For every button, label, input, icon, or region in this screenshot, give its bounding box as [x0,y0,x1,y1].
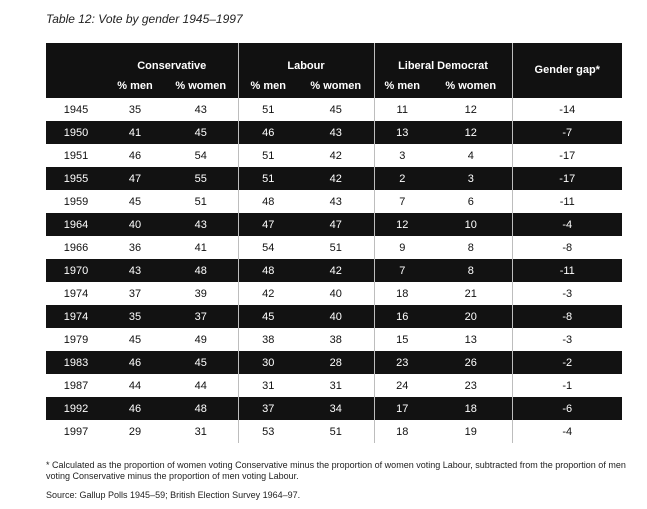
year-cell: 1983 [63,356,89,369]
conservative-men-header: % men [117,80,153,92]
libdem-men-cell: 7 [374,259,430,282]
labour-men-cell: 38 [238,328,298,351]
year-cell: 1950 [63,126,89,139]
vote-by-gender-table [46,43,622,443]
gender-gap-cell: -11 [512,259,622,282]
conservative-men-cell: 37 [128,287,142,300]
table-body [46,98,622,443]
conservative-men-cell: 35 [128,103,142,116]
libdem-men-cell: 16 [374,305,430,328]
table-row [46,236,622,259]
labour-women-cell: 34 [329,402,342,415]
conservative-men-cell: 46 [128,402,142,415]
labour-women-cell: 38 [329,333,342,346]
conservative-women-cell: 41 [194,241,207,254]
gender-gap-cell: -4 [512,420,622,443]
labour-header: Labour [238,43,374,74]
gender-gap-cell: -17 [512,144,622,167]
libdem-women-cell: 26 [464,356,477,369]
year-cell: 1945 [63,103,89,116]
year-cell: 1970 [63,264,89,277]
conservative-women-cell: 48 [194,402,207,415]
liberal-democrat-header: Liberal Democrat [374,43,512,74]
libdem-women-header: % women [445,80,497,92]
year-cell: 1955 [63,172,89,185]
year-header [46,43,106,74]
year-cell: 1951 [63,149,89,162]
labour-men-cell: 51 [238,167,298,190]
labour-men-cell: 47 [238,213,298,236]
conservative-women-cell: 43 [194,103,207,116]
labour-men-cell: 51 [238,98,298,121]
conservative-women-cell: 49 [194,333,207,346]
gender-gap-cell: -4 [512,213,622,236]
gender-gap-cell: -3 [512,282,622,305]
labour-women-cell: 51 [329,425,342,438]
conservative-men-cell: 29 [128,425,142,438]
source-note: Source: Gallup Polls 1945–59; British Election Survey 1964–97. [46,490,301,500]
libdem-men-cell: 12 [374,213,430,236]
libdem-women-cell: 8 [467,264,474,277]
labour-women-cell: 40 [329,310,342,323]
conservative-men-cell: 35 [128,310,142,323]
year-cell: 1987 [63,379,89,392]
labour-men-cell: 48 [238,259,298,282]
conservative-header: Conservative [137,60,207,72]
table-row [46,213,622,236]
libdem-men-cell: 23 [374,351,430,374]
year-cell: 1979 [63,333,89,346]
libdem-women-cell: 12 [464,126,477,139]
table-row [46,282,622,305]
libdem-men-cell: 15 [374,328,430,351]
table-row [46,121,622,144]
table-row [46,351,622,374]
conservative-men-cell: 43 [128,264,142,277]
conservative-men-cell: 46 [128,149,142,162]
gender-gap-cell: -3 [512,328,622,351]
conservative-men-cell: 45 [128,333,142,346]
table-row [46,305,622,328]
libdem-men-cell: 2 [374,167,430,190]
gender-gap-cell: -14 [512,98,622,121]
gender-gap-cell: -17 [512,167,622,190]
conservative-women-cell: 39 [194,287,207,300]
gender-gap-cell: -6 [512,397,622,420]
labour-women-cell: 51 [329,241,342,254]
libdem-women-cell: 18 [464,402,477,415]
libdem-women-cell: 13 [464,333,477,346]
year-subheader [46,74,106,98]
gender-gap-cell: -8 [512,305,622,328]
labour-men-cell: 31 [238,374,298,397]
year-cell: 1974 [63,287,89,300]
libdem-women-cell: 6 [467,195,474,208]
libdem-men-cell: 9 [374,236,430,259]
year-cell: 1997 [63,425,89,438]
labour-women-cell: 43 [329,195,342,208]
labour-women-cell: 47 [329,218,342,231]
table-row [46,144,622,167]
labour-women-cell: 42 [329,149,342,162]
table-row [46,397,622,420]
libdem-men-cell: 17 [374,397,430,420]
conservative-men-cell: 47 [128,172,142,185]
conservative-women-cell: 48 [194,264,207,277]
libdem-men-cell: 24 [374,374,430,397]
conservative-women-cell: 44 [194,379,207,392]
libdem-men-cell: 18 [374,282,430,305]
libdem-women-cell: 12 [464,103,477,116]
libdem-men-cell: 3 [374,144,430,167]
libdem-women-cell: 20 [464,310,477,323]
libdem-women-cell: 19 [464,425,477,438]
libdem-men-cell: 18 [374,420,430,443]
conservative-men-cell: 40 [128,218,142,231]
libdem-women-cell: 21 [464,287,477,300]
conservative-men-cell: 41 [128,126,142,139]
libdem-men-cell: 13 [374,121,430,144]
gender-gap-cell: -1 [512,374,622,397]
libdem-women-cell: 3 [467,172,474,185]
table-row [46,190,622,213]
conservative-women-header: % women [175,80,227,92]
table-row [46,259,622,282]
conservative-women-cell: 31 [194,425,207,438]
conservative-women-cell: 51 [194,195,207,208]
conservative-women-cell: 45 [194,126,207,139]
conservative-men-cell: 45 [128,195,142,208]
table-row [46,328,622,351]
year-cell: 1964 [63,218,89,231]
libdem-men-cell: 11 [374,98,430,121]
labour-women-cell: 40 [329,287,342,300]
labour-men-cell: 54 [238,236,298,259]
conservative-women-cell: 43 [194,218,207,231]
table-row [46,374,622,397]
conservative-men-cell: 44 [128,379,142,392]
labour-men-cell: 46 [238,121,298,144]
labour-women-header: % women [310,80,362,92]
labour-women-cell: 28 [329,356,342,369]
libdem-women-cell: 8 [467,241,474,254]
gender-gap-cell: -11 [512,190,622,213]
header-row-groups [46,43,622,74]
labour-women-cell: 43 [329,126,342,139]
conservative-men-cell: 46 [128,356,142,369]
libdem-women-cell: 4 [467,149,474,162]
year-cell: 1974 [63,310,89,323]
labour-men-cell: 53 [238,420,298,443]
labour-men-cell: 37 [238,397,298,420]
labour-men-cell: 51 [238,144,298,167]
labour-women-cell: 31 [329,379,342,392]
conservative-women-cell: 55 [194,172,207,185]
gender-gap-cell: -8 [512,236,622,259]
table-row [46,420,622,443]
table-row [46,98,622,121]
labour-men-cell: 30 [238,351,298,374]
labour-men-header: % men [238,74,298,98]
gender-gap-header: Gender gap* [512,43,622,98]
libdem-men-cell: 7 [374,190,430,213]
labour-women-cell: 45 [329,103,342,116]
year-cell: 1992 [63,402,89,415]
libdem-women-cell: 23 [464,379,477,392]
footnote: * Calculated as the proportion of women voting Conservative minus the proportion of women voting Labour, subtracted from the proportion of men voting Conservative minus the proportion of men voting Labour. [46,460,626,481]
labour-women-cell: 42 [329,264,342,277]
libdem-men-header: % men [374,74,430,98]
labour-men-cell: 48 [238,190,298,213]
labour-men-cell: 45 [238,305,298,328]
libdem-women-cell: 10 [464,218,477,231]
conservative-women-cell: 54 [194,149,207,162]
year-cell: 1959 [63,195,89,208]
conservative-women-cell: 45 [194,356,207,369]
labour-men-cell: 42 [238,282,298,305]
year-cell: 1966 [63,241,89,254]
labour-women-cell: 42 [329,172,342,185]
gender-gap-cell: -2 [512,351,622,374]
gender-gap-cell: -7 [512,121,622,144]
table-caption: Table 12: Vote by gender 1945–1997 [46,12,243,26]
table-row [46,167,622,190]
conservative-women-cell: 37 [194,310,207,323]
conservative-men-cell: 36 [128,241,142,254]
